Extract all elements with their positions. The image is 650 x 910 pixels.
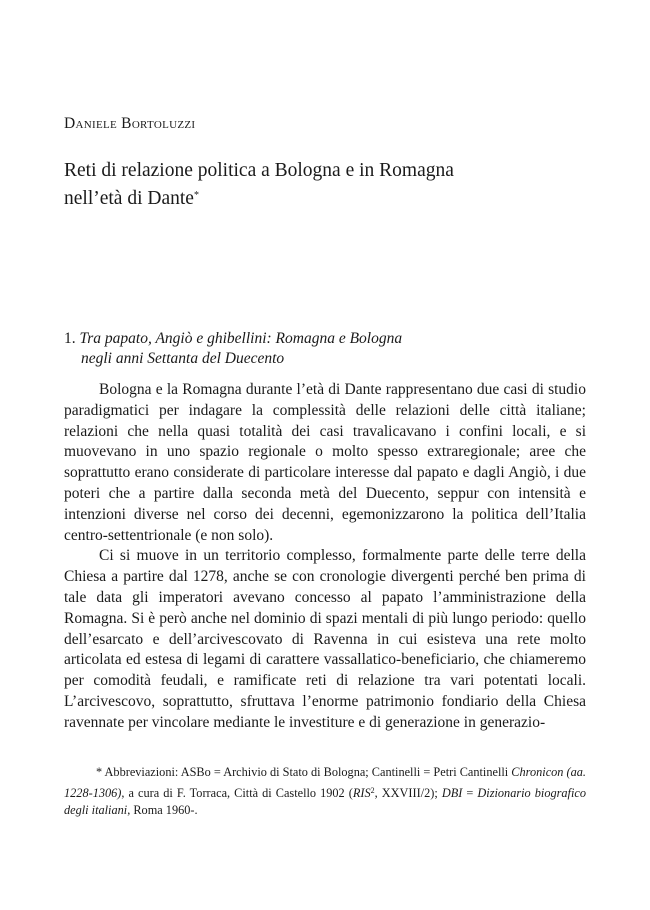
footnote-text-2: , a cura di F. Torraca, Città di Castello 1902 ( [121, 785, 353, 800]
section-number: 1. [64, 330, 76, 347]
footnote [64, 764, 586, 820]
title-line-1: Reti di relazione politica a Bologna e in Romagna [64, 160, 454, 181]
title-line-2: nell’età di Dante [64, 188, 194, 209]
body-text [64, 380, 586, 734]
footnote-italic-dizionario: Dizionario biografico degli italiani [64, 785, 586, 817]
footnote-text-3: , XXVIII/2); [374, 785, 442, 800]
footnote-italic-chronicon: Chronicon (aa. 1228-1306) [64, 765, 586, 800]
footnote-mark: * [193, 190, 199, 201]
section-heading [64, 329, 584, 369]
paragraph-2: Ci si muove in un territorio complesso, formalmente parte delle terre della Chiesa a partire dal 1278, anche se con cronologie divergenti perché ben prima di tale data gli imperatori avevano concesso al papato l’amministrazione della Romagna. Si è però anche nel dominio di spazi mentali di più lungo periodo: quello dell’esarcato e dell’arcivescovato di Ravenna in cui esisteva una rete molto articolata ed estesa di legami di carattere vassallatico-beneficiario, che chiameremo per comodità feudali, e ramificate reti di relazione tra vari potentati locali. L’arcivescovo, soprattutto, sfruttava l’enorme patrimonio fondiario della Chiesa ravennate per vincolare mediante le investiture e di generazione in generazio- [64, 547, 586, 731]
footnote-text-5: , Roma 1960-. [127, 803, 198, 817]
section-title-line-2: negli anni Settanta del Duecento [81, 350, 285, 367]
footnote-text-4: = [462, 785, 478, 800]
section-title-line-1: Tra papato, Angiò e ghibellini: Romagna e Bologna [79, 330, 403, 347]
paragraph-1: Bologna e la Romagna durante l’età di Dante rappresentano due casi di studio paradigmatici per indagare la complessità delle relazioni delle città italiane; relazioni che nella quasi totalità dei casi travalicavano i confini locali, e si muovevano in uno spazio regionale o molto spesso extraregionale; aree che soprattutto erano considerate di particolare interesse dal papato e dagli Angiò, i due poteri che a partire dalla seconda metà del Duecento, seppur con intensità e intenzioni diverse nel corso dei decenni, egemonizzarono la politica dell’Italia centro-settentrionale (e non solo). [64, 381, 586, 544]
author-name: Daniele Bortoluzzi [64, 115, 196, 132]
footnote-text-1: * Abbreviazioni: ASBo = Archivio di Stato di Bologna; Cantinelli = Petri Cantinelli [96, 765, 512, 779]
footnote-italic-dbi: DBI [441, 785, 463, 800]
article-title [64, 158, 584, 211]
footnote-italic-ris: RIS [352, 785, 371, 800]
footnote-sup: 2 [370, 785, 375, 795]
